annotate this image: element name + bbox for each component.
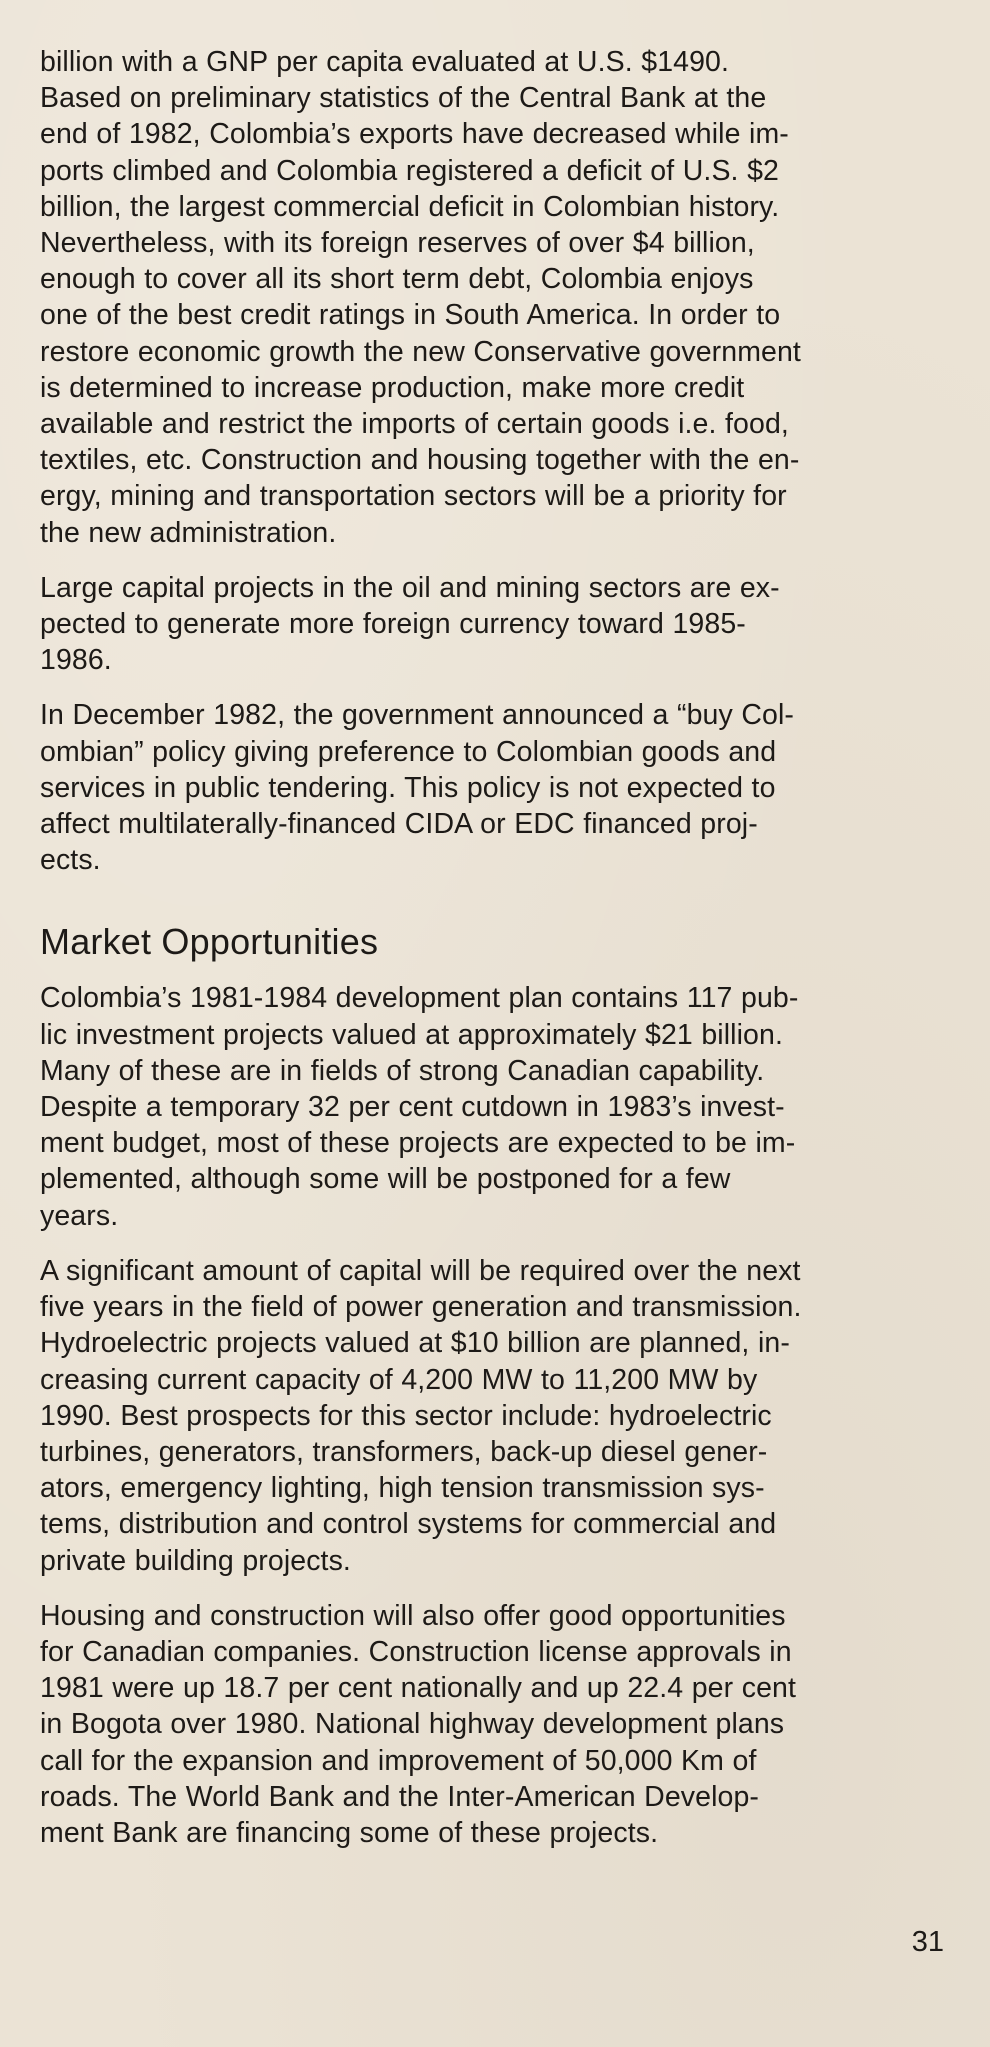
paragraph-economic-outlook: billion with a GNP per capita evaluated at U.S. $1490. Based on preliminary statistics of the Central Bank at the end of 1982, Colombia’s exports have decreased while im- ports climbed and Colombia registered a deficit of U.S. $2 billion, the largest commercial deficit in Colombian history. Nevertheless, with its foreign reserves of over $4 billion, enough to cover all its short term debt, Colombia enjoys one of the best credit ratings in South America. In order to restore economic growth the new Conservative government is determined to increase production, make more credit available and restrict the imports of certain goods i.e. food, textiles, etc. Construction and housing together with the en- ergy, mining and transportation sectors will be a priority for the new administration. <box>40 46 801 549</box>
paragraph-power-generation: A significant amount of capital will be required over the next five years in the field of power generation and transmission. Hydroelectric projects valued at $10 billion are planned, in- creasing current capacity of 4,200 MW to 11,200 MW by 1990. Best prospects for this sector include: hydroelectric turbines, generators, transformers, back-up diesel gener- ators, emergency lighting, high tension transmission sys- tems, distribution and control systems for commercial and private building projects. <box>40 1254 802 1577</box>
paragraph-capital-projects: Large capital projects in the oil and mining sectors are ex- pected to generate more foreign currency toward 1985- 1986. <box>40 571 780 677</box>
page-content <box>40 44 955 1851</box>
section-heading-market-opportunities: Market Opportunities <box>40 921 379 963</box>
paragraph-housing-construction: Housing and construction will also offer good opportunities for Canadian companies. Construction license approvals in 1981 were up 18.7 per cent nationally and up 22.4 per cent in Bogota over 1980. National highway development plans call for the expansion and improvement of 50,000 Km of roads. The World Bank and the Inter-American Develop- ment Bank are financing some of these projects. <box>40 1599 797 1849</box>
paragraph-development-plan: Colombia’s 1981-1984 development plan contains 117 pub- lic investment projects valued at approximately $21 billion. Many of these are in fields of strong Canadian capability. Despite a temporary 32 per cent cutdown in 1983’s invest- ment budget, most of these projects are expected to be im- plemented, although some will be postponed for a few years. <box>40 982 799 1232</box>
page-number: 31 <box>911 1926 944 1958</box>
paragraph-buy-colombian-policy: In December 1982, the government announced a “buy Col- ombian” policy giving preference to Colombian goods and services in public tendering. This policy is not expected to affect multilaterally-financed CIDA or EDC financed proj- ects. <box>40 699 795 877</box>
